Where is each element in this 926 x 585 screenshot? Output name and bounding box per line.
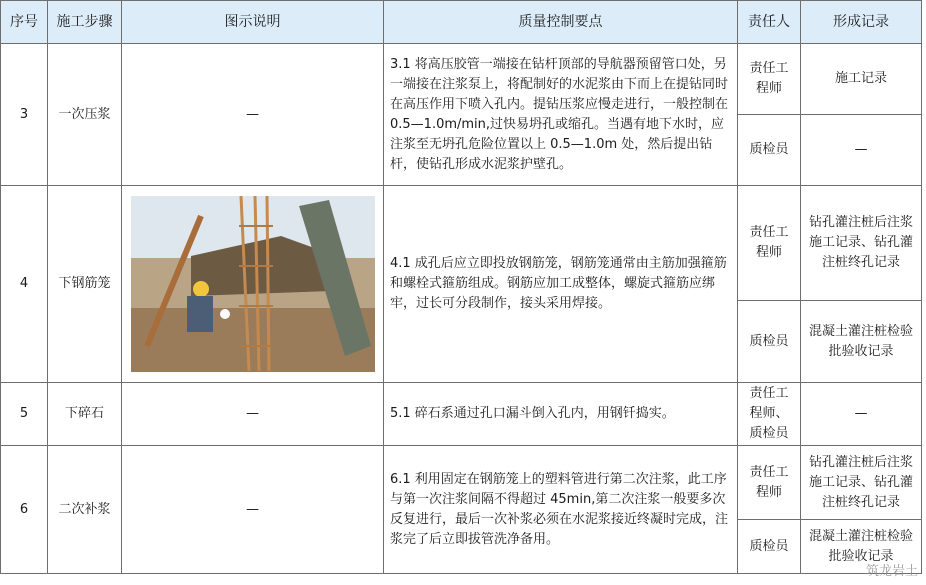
row-step: 下钢筋笼 — [48, 186, 122, 383]
table-header-row — [1, 1, 922, 44]
row-record: 钻孔灌注桩后注浆施工记录、钻孔灌注桩终孔记录 — [801, 186, 922, 301]
row-seq: 5 — [1, 383, 48, 446]
row-record-text: 混凝土灌注桩检验批验收记录 — [808, 528, 913, 564]
watermark-logo: 筑龙岩土 — [865, 564, 918, 579]
row-figure: — — [122, 446, 384, 574]
row-points: 4.1 成孔后应立即投放钢筋笼，钢筋笼通常由主筋加强箍筋和螺栓式箍筋组成。钢筋应加工成整体，螺旋式箍筋应绑牢，过长可分段制作，接头采用焊接。 — [384, 186, 738, 383]
table-row — [1, 383, 922, 446]
row-step: 下碎石 — [48, 383, 122, 446]
header-points: 质量控制要点 — [384, 1, 738, 44]
row-record: 施工记录 — [801, 44, 922, 115]
header-seq: 序号 — [1, 1, 48, 44]
photo-illustration — [131, 196, 375, 372]
table-row — [1, 446, 922, 520]
row-record: 混凝土灌注桩检验批验收记录 — [801, 301, 922, 383]
row-responsible: 质检员 — [738, 115, 801, 186]
row-seq: 3 — [1, 44, 48, 186]
row-responsible: 质检员 — [738, 301, 801, 383]
row-points: 3.1 将高压胶管一端接在钻杆顶部的导航器预留管口处，另一端接在注浆泵上，将配制好的水泥浆由下而上在提钻同时在高压作用下喷入孔内。提钻压浆应慢走进行，一般控制在 0.5—1.0m/min,过快易坍孔或缩孔。当遇有地下水时，应注浆至无坍孔危险位置以上 0.5—1.0m 处，然后提出钻杆，使钻孔形成水泥浆护壁孔。 — [384, 44, 738, 186]
row-seq: 4 — [1, 186, 48, 383]
table-row — [1, 44, 922, 115]
header-record: 形成记录 — [801, 1, 922, 44]
row-responsible: 责任工程师 — [738, 446, 801, 520]
row-responsible: 责任工程师、质检员 — [738, 383, 801, 446]
header-responsible: 责任人 — [738, 1, 801, 44]
table-row — [1, 186, 922, 301]
header-figure: 图示说明 — [122, 1, 384, 44]
row-figure: — — [122, 383, 384, 446]
row-responsible: 责任工程师 — [738, 44, 801, 115]
rebar-cage-drilling-photo — [131, 196, 375, 372]
row-points: 6.1 利用固定在钢筋笼上的塑料管进行第二次注浆，此工序与第一次注浆间隔不得超过 45min,第二次注浆一般要多次反复进行，最后一次补浆必须在水泥浆接近终凝时完成，注浆完了后立即拔管洗净备用。 — [384, 446, 738, 574]
row-points: 5.1 碎石系通过孔口漏斗倒入孔内，用钢钎捣实。 — [384, 383, 738, 446]
header-step: 施工步骤 — [48, 1, 122, 44]
row-record: 钻孔灌注桩后注浆施工记录、钻孔灌注桩终孔记录 — [801, 446, 922, 520]
row-seq: 6 — [1, 446, 48, 574]
row-step: 二次补浆 — [48, 446, 122, 574]
row-step: 一次压浆 — [48, 44, 122, 186]
row-responsible: 质检员 — [738, 520, 801, 574]
row-record: — — [801, 115, 922, 186]
row-record: — — [801, 383, 922, 446]
row-figure: — — [122, 44, 384, 186]
construction-photo-cell — [122, 186, 384, 383]
row-responsible: 责任工程师 — [738, 186, 801, 301]
